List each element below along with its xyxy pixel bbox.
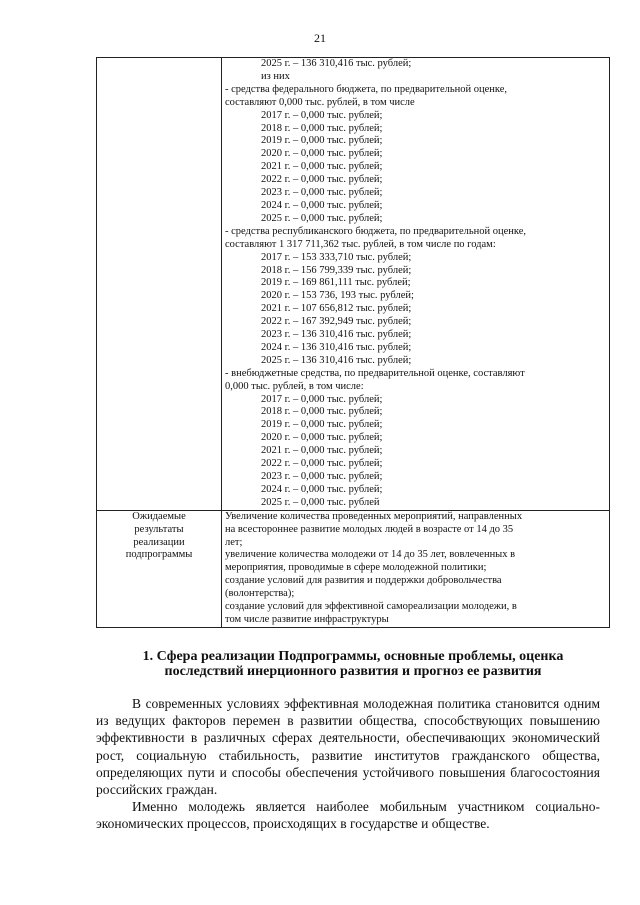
page-number: 21 xyxy=(314,31,326,45)
expected-text-line: том числе развитие инфраструктуры xyxy=(225,613,389,625)
finance-line: 2022 г. – 0,000 тыс. рублей; xyxy=(261,458,383,470)
section-heading xyxy=(96,649,610,679)
finance-line: 2024 г. – 0,000 тыс. рублей; xyxy=(261,483,383,495)
expected-label-line: реализации xyxy=(133,536,185,548)
finance-line: 2020 г. – 0,000 тыс. рублей; xyxy=(261,148,383,160)
financing-row xyxy=(97,58,610,511)
finance-line: 2021 г. – 107 656,812 тыс. рублей; xyxy=(261,303,412,315)
heading-line: 1. Сфера реализации Подпрограммы, основные проблемы, оценка xyxy=(142,649,564,664)
finance-line: 2020 г. – 153 736, 193 тыс. рублей; xyxy=(261,290,414,302)
finance-line: 2025 г. – 136 310,416 тыс. рублей; xyxy=(261,58,412,69)
subprogram-passport-table xyxy=(96,57,610,628)
finance-line: 2021 г. – 0,000 тыс. рублей; xyxy=(261,161,383,173)
finance-line: 2023 г. – 0,000 тыс. рублей; xyxy=(261,187,383,199)
paragraph: Именно молодежь является наиболее мобильным участником социально-экономических процессов, происходящих в государстве и обществе. xyxy=(96,799,600,832)
expected-text-line: лет; xyxy=(225,536,243,548)
expected-label-line: Ожидаемые xyxy=(132,510,186,522)
expected-results-label xyxy=(97,510,222,627)
finance-line: 2025 г. – 0,000 тыс. рублей; xyxy=(261,212,383,224)
finance-line: 2019 г. – 0,000 тыс. рублей; xyxy=(261,135,383,147)
finance-line: 2017 г. – 0,000 тыс. рублей; xyxy=(261,393,383,405)
finance-line: 2019 г. – 169 861,111 тыс. рублей; xyxy=(261,277,411,289)
finance-line: составляют 0,000 тыс. рублей, в том числе xyxy=(225,96,415,108)
paragraph: В современных условиях эффективная молодежная политика становится одним из ведущих факторов перемен в развитии общества, способствующих повышению эффективности в различных сферах деятельности, обеспечивающих экономический рост, социальную стабильность, развитие институтов гражданского общества, определяющих пути и способы обеспечения устойчивого повышения благосостояния российских граждан. xyxy=(96,696,600,798)
finance-line: 2019 г. – 0,000 тыс. рублей; xyxy=(261,419,383,431)
finance-line: 2023 г. – 136 310,416 тыс. рублей; xyxy=(261,329,412,341)
financing-label-cell xyxy=(97,58,222,511)
finance-line: 2017 г. – 153 333,710 тыс. рублей; xyxy=(261,251,412,263)
finance-line: из них xyxy=(261,70,290,82)
expected-label-line: результаты xyxy=(134,523,184,535)
finance-line: 2018 г. – 0,000 тыс. рублей; xyxy=(261,406,383,418)
expected-results-row xyxy=(97,510,610,627)
finance-line: 0,000 тыс. рублей, в том числе: xyxy=(225,380,364,392)
finance-line: - средства федерального бюджета, по предварительной оценке, xyxy=(225,83,508,95)
finance-line: 2023 г. – 0,000 тыс. рублей; xyxy=(261,471,383,482)
finance-line: 2025 г. – 0,000 тыс. рублей xyxy=(261,496,380,508)
finance-line: 2022 г. – 0,000 тыс. рублей; xyxy=(261,174,383,186)
finance-line: составляют 1 317 711,362 тыс. рублей, в том числе по годам: xyxy=(225,238,496,250)
finance-line: 2025 г. – 136 310,416 тыс. рублей; xyxy=(261,354,412,366)
expected-text-line: (волонтерства); xyxy=(225,588,295,600)
expected-label-line: подпрограммы xyxy=(125,549,193,561)
expected-text-line: создание условий для эффективной самореализации молодежи, в xyxy=(225,601,517,613)
finance-line: 2024 г. – 0,000 тыс. рублей; xyxy=(261,199,383,211)
finance-line: 2017 г. – 0,000 тыс. рублей; xyxy=(261,109,383,121)
expected-text-line: увеличение количества молодежи от 14 до 35 лет, вовлеченных в xyxy=(225,549,516,561)
expected-text-line: на всестороннее развитие молодых людей в возрасте от 14 до 35 xyxy=(225,523,514,535)
finance-line: 2018 г. – 0,000 тыс. рублей; xyxy=(261,122,383,134)
heading-line: последствий инерционного развития и прогноз ее развития xyxy=(164,664,542,679)
expected-text-line: мероприятия, проводимые в сфере молодежной политики; xyxy=(225,562,487,574)
expected-results-text xyxy=(222,510,610,627)
expected-text-line: Увеличение количества проведенных мероприятий, направленных xyxy=(225,510,523,522)
expected-text-line: создание условий для развития и поддержки добровольчества xyxy=(225,575,502,587)
finance-line: 2024 г. – 136 310,416 тыс. рублей; xyxy=(261,341,412,353)
body-text xyxy=(96,695,600,833)
finance-line: 2020 г. – 0,000 тыс. рублей; xyxy=(261,432,383,444)
finance-line: 2022 г. – 167 392,949 тыс. рублей; xyxy=(261,316,412,328)
finance-line: 2021 г. – 0,000 тыс. рублей; xyxy=(261,445,383,457)
finance-line: 2018 г. – 156 799,339 тыс. рублей; xyxy=(261,264,412,276)
finance-line: - внебюджетные средства, по предварительной оценке, составляют xyxy=(225,367,525,379)
finance-line: - средства республиканского бюджета, по предварительной оценке, xyxy=(225,225,527,237)
financing-details-cell xyxy=(222,58,610,511)
